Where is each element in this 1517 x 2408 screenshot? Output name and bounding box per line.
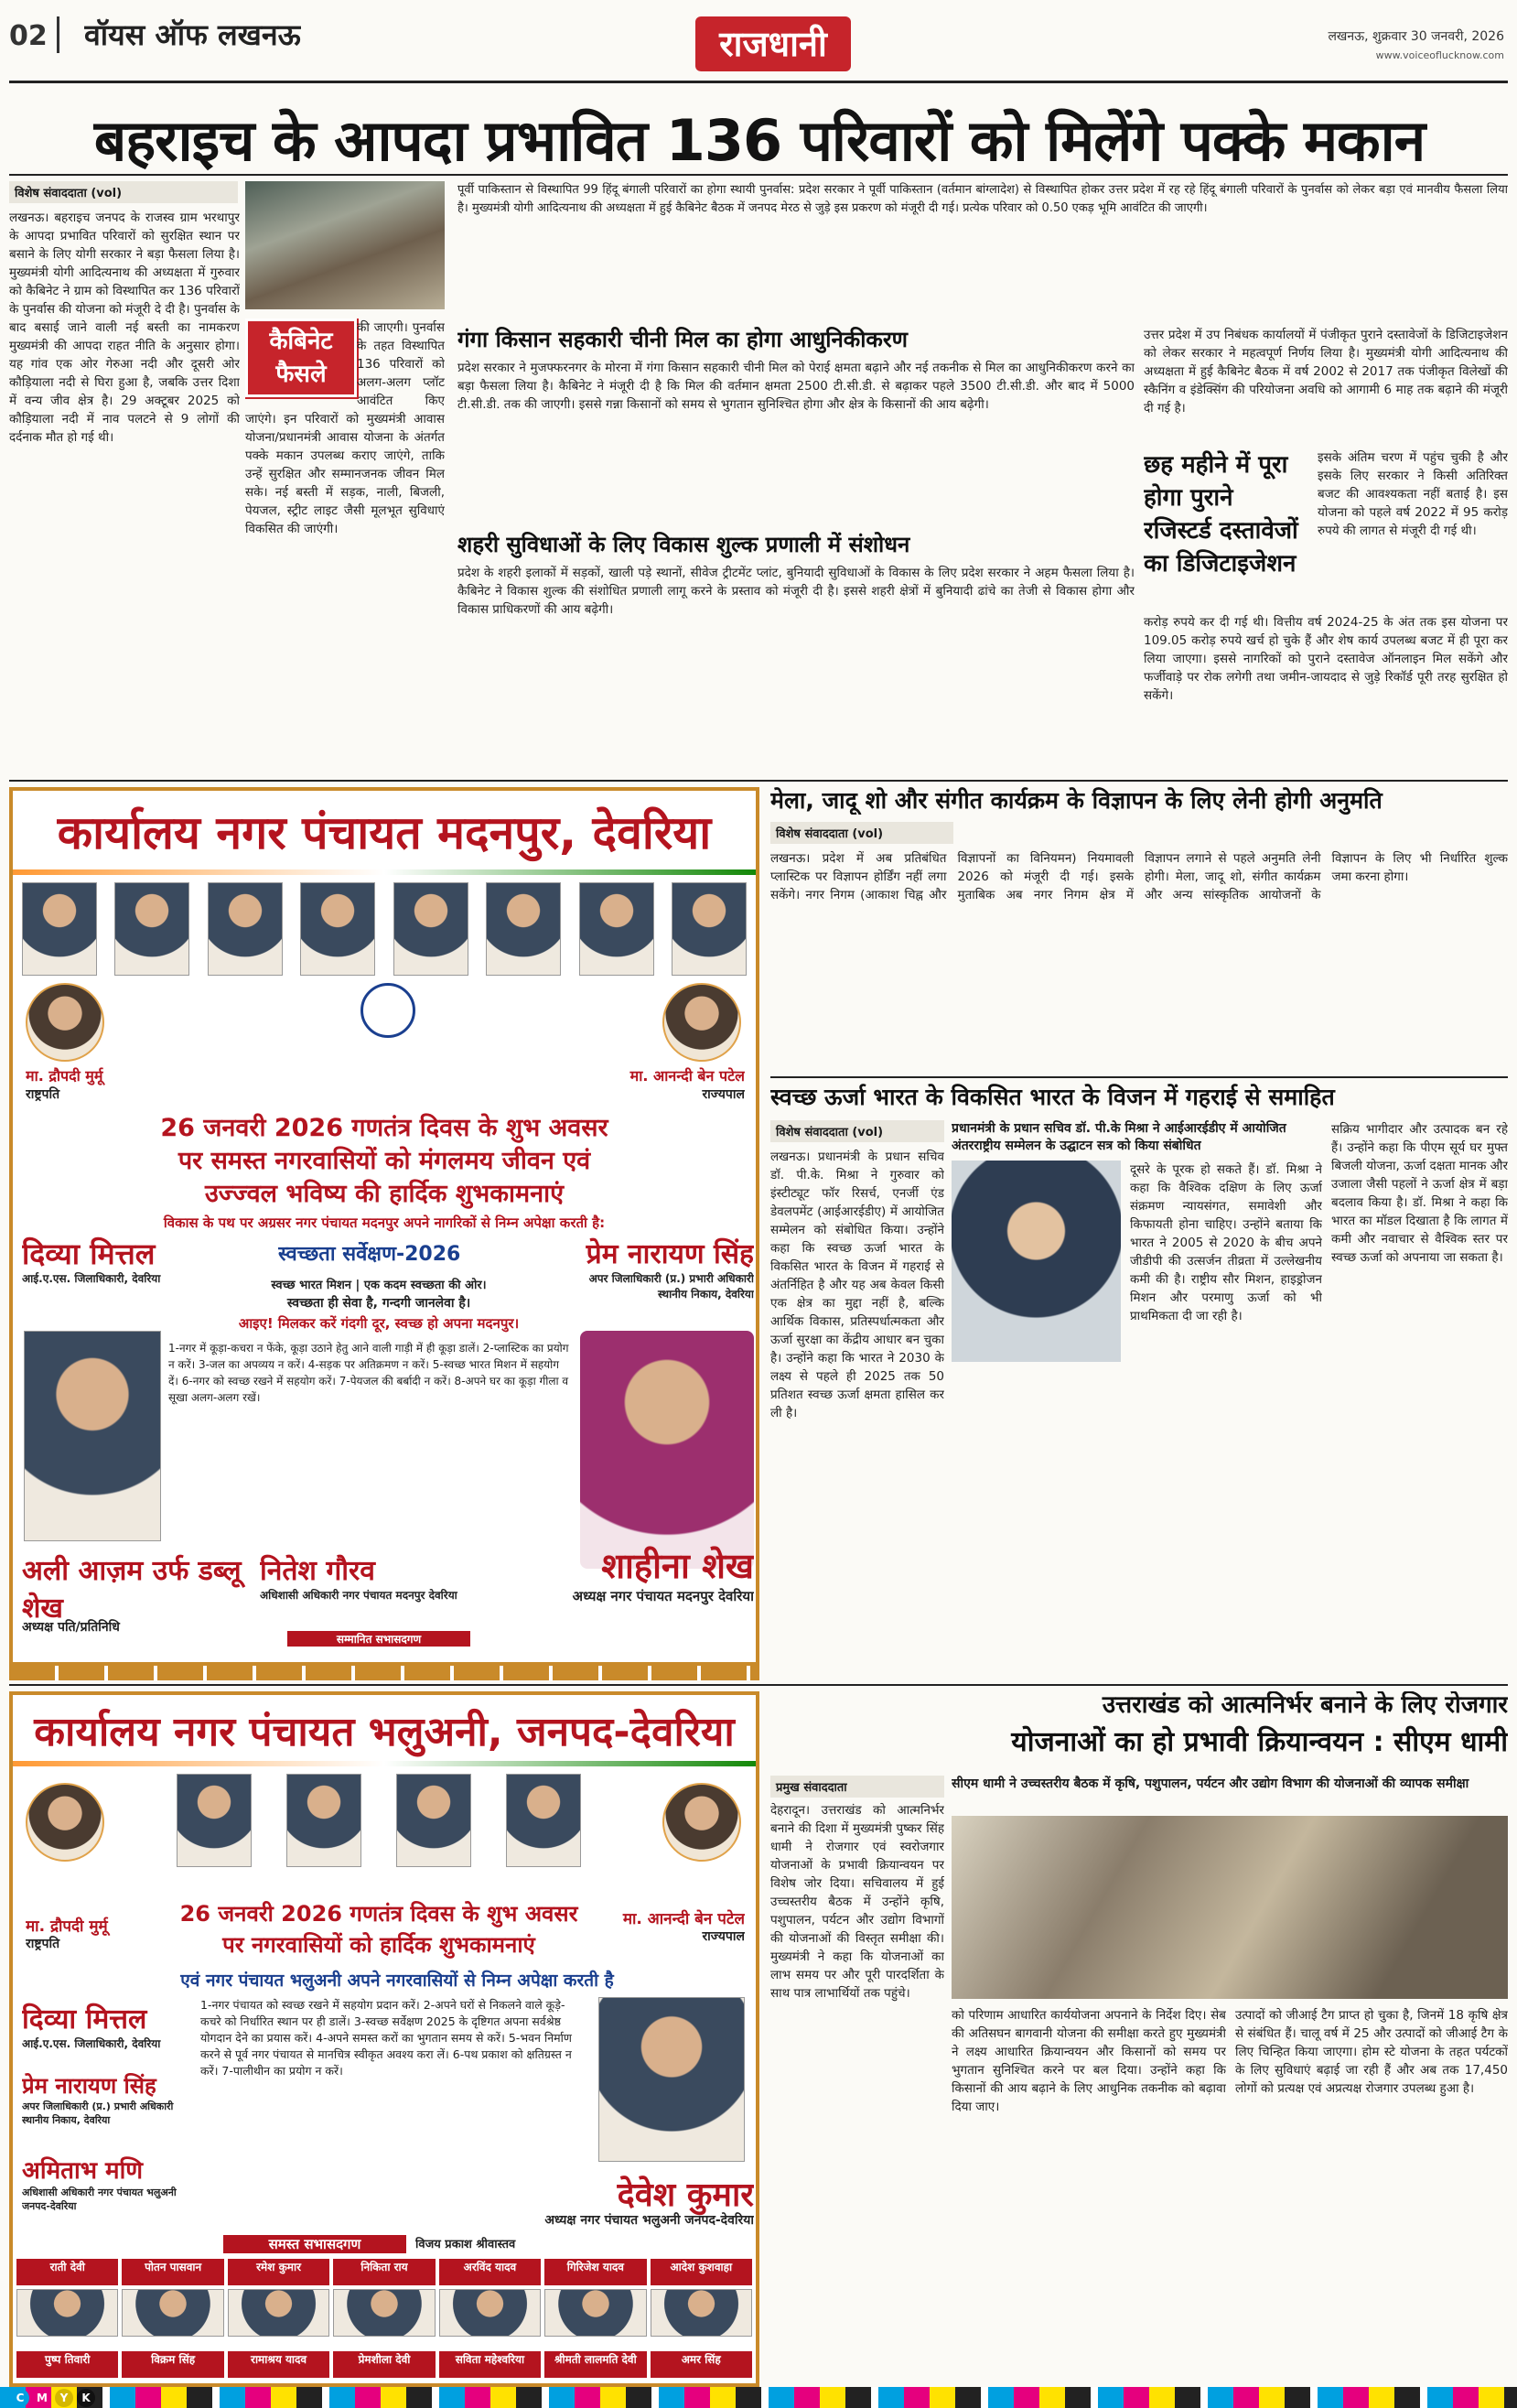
energy-text-1: लखनऊ। प्रधानमंत्री के प्रधान सचिव डॉ. पी.के. मिश्रा ने गुरुवार को इंस्टीट्यूट फॉर रिसर्च, एनर्जी एंड डेवलपमेंट (आईआरईडीए) में आयोजित सम्मेलन को संबोधित किया। उन्होंने कहा कि स्वच्छ ऊर्जा भारत के विकसित भारत के विजन में गहराई से अंतर्निहित है और यह अब केवल किसी एक क्षेत्र का मुद्दा नहीं है, बल्कि आर्थिक विकास, प्रतिस्पर्धात्मकता और ऊर्जा सुरक्षा का केंद्रीय आधार बन चुका है। उन्होंने कहा कि भारत ने 2030 के लक्ष्य से पहले ही 2025 तक 50 प्रतिशत स्वच्छ ऊर्जा क्षमता हासिल कर ली है। bbox=[770, 1150, 944, 1420]
ad1-greeting-2: पर समस्त नगरवासियों को मंगलमय जीवन एवं bbox=[178, 1147, 591, 1175]
tricolor-ribbon bbox=[13, 869, 756, 875]
ad2-right-role: राज्यपाल bbox=[702, 1929, 745, 1944]
yellow-registration-icon: Y bbox=[55, 2389, 73, 2407]
dhami-headline-1: उत्तराखंड को आत्मनिर्भर बनाने के लिए रोजगार bbox=[1102, 1691, 1508, 1719]
energy-text-2: दूसरे के पूरक हो सकते हैं। डॉ. मिश्रा ने कहा कि वैश्विक दक्षिण के लिए ऊर्जा संक्रमण न्यायसंगत, समावेशी और किफायती होना चाहिए। उन्होंने बताया कि भारत ने 2005 से 2020 के बीच अपने जीडीपी की उत्सर्जन तीव्रता में उल्लेखनीय कमी की है। राष्ट्रीय सौर मिशन, हाइड्रोजन मिशन और परमाणु ऊर्जा को भी प्राथमिकता दी जा रही है। bbox=[1130, 1162, 1322, 1323]
registry-side-text: इसके अंतिम चरण में पहुंच चुकी है और इसके लिए सरकार ने किसी अतिरिक्त बजट की आवश्यकता नहीं बताई है। इस योजना को पहले वर्ष 2022 में 95 करोड़ रुपये की लागत से मंजूरी दी गई थी। bbox=[1318, 450, 1508, 538]
section-title: वॉयस ऑफ लखनऊ bbox=[84, 17, 301, 52]
energy-strap: प्रधानमंत्री के प्रधान सचिव डॉ. पी.के मिश्रा ने आईआरईडीए में आयोजित अंतरराष्ट्रीय सम्मेलन के उद्घाटन सत्र को किया संबोधित bbox=[952, 1121, 1286, 1153]
ad1-officer2: प्रेम नारायण सिंह bbox=[586, 1238, 754, 1270]
energy-text-3: सक्रिय भागीदार और उत्पादक बन रहे हैं। उन्होंने कहा कि पीएम सूर्य घर मुफ्त बिजली योजना, ऊर्जा दक्षता मानक और उजाला जैसी पहलों ने ऊर्जा क्षेत्र में बड़ा बदलाव किया है। डॉ. मिश्रा ने कहा कि भारत का मॉडल दिखाता है कि लागत में कमी और नवाचार से वैश्विक स्तर पर स्वच्छ ऊर्जा को अपनाया जा सकता है। bbox=[1331, 1122, 1508, 1265]
ad2-officer2-role: अपर जिलाधिकारी (प्र.) प्रभारी अधिकारी स्थानीय निकाय, देवरिया bbox=[22, 2100, 174, 2126]
ad1-officer1-role: आई.ए.एस. जिलाधिकारी, देवरिया bbox=[22, 1272, 161, 1285]
member-name: पुष्प तिवारी bbox=[16, 2351, 118, 2378]
energy-headline: स्वच्छ ऊर्जा भारत के विकसित भारत के विजन में गहराई से समाहित bbox=[770, 1084, 1335, 1110]
print-registration-bar bbox=[0, 2387, 1517, 2408]
tricolor-ribbon bbox=[13, 1761, 756, 1766]
ad2-members-label: समस्त सभासदगण bbox=[223, 2235, 406, 2253]
ad2-appeal: एवं नगर पंचायत भलुअनी अपने नगरवासियों से निम्न अपेक्षा करती है bbox=[180, 1971, 614, 1991]
page-number: 02 bbox=[9, 20, 48, 52]
lead-column-1: लखनऊ। बहराइच जनपद के राजस्व ग्राम भरथापुर के आपदा प्रभावित परिवारों को सुरक्षित स्थान पर बसाने के लिए योगी सरकार ने बड़ा फैसला लिया है। मुख्यमंत्री योगी आदित्यनाथ की अध्यक्षता में गुरुवार को कैबिनेट ने ग्राम को विस्थापित कर 136 परिवारों के पुनर्वास की योजना को मंजूरी दे दी है। पुनर्वास के बाद बसाई जाने वाली नई बस्ती का नामकरण मुख्यमंत्री की आपदा राहत नीति के अनुसार होगा। यह गांव एक ओर गेरुआ नदी और दूसरी ओर कौड़ियाला नदी से घिरा हुआ है, जबकि उत्तर दिशा में वन्य जीव क्षेत्र है। 29 अक्टूबर 2025 को कौड़ियाला नदी में नाव पलटने से 9 लोगों की दर्दनाक मौत हो गई थी। bbox=[9, 211, 240, 445]
madanpur-advertisement bbox=[9, 787, 759, 1666]
member-name: राती देवी bbox=[16, 2259, 118, 2285]
leader-photo bbox=[286, 1774, 361, 1867]
ad2-members-grid bbox=[16, 2259, 752, 2378]
leader-photo bbox=[22, 882, 97, 976]
lead-headline: बहराइच के आपदा प्रभावित 136 परिवारों को मिलेंगे पक्के मकान bbox=[93, 107, 1426, 174]
sugar-mill-text: प्रदेश सरकार ने मुजफ्फरनगर के मोरना में गंगा किसान सहकारी चीनी मिल को पेराई क्षमता बढ़ाने और नई तकनीक से मिल का आधुनिकीकरण करने का बड़ा फैसला लिया है। कैबिनेट ने मंजूरी दी है कि मिल की वर्तमान क्षमता 2500 टी.सी.डी. से बढ़ाकर पहले 3500 टी.सी.डी. और बाद में 5000 टी.सी.डी. तक की जाएगी। इससे गन्ना किसानों को समय से भुगतान सुनिश्चित होगा और क्षेत्र के किसानों की आय बढ़ेगी। bbox=[457, 361, 1135, 412]
ad1-slogan-1: स्वच्छ भारत मिशन | एक कदम स्वच्छता की ओर। bbox=[271, 1279, 487, 1292]
fair-text: लखनऊ। प्रदेश में अब प्रतिबंधित प्लास्टिक पर विज्ञापन होर्डिंग नहीं लगा सकेंगे। नगर निगम (आकाश चिह्न और विज्ञापनों का विनियमन) नियमावली 2026 को मंजूरी दी गई। इसके मुताबिक अब नगर निगम क्षेत्र में विज्ञापन लगाने से पहले अनुमति लेनी होगी। मेला, जादू शो, संगीत कार्यक्रम और अन्य सांस्कृतिक आयोजनों के विज्ञापन के लिए भी निर्धारित शुल्क जमा करना होगा। bbox=[770, 851, 1508, 902]
cabinet-meeting-photo bbox=[245, 181, 445, 309]
ad2-chair: देवेश कुमार bbox=[617, 2176, 754, 2214]
website-link[interactable]: www.voiceoflucknow.com bbox=[1375, 49, 1504, 61]
leader-photo bbox=[486, 882, 561, 976]
ad1-name-a-role: अध्यक्ष पति/प्रतिनिधि bbox=[22, 1620, 120, 1635]
ad2-officer1-role: आई.ए.एस. जिलाधिकारी, देवरिया bbox=[22, 2037, 161, 2050]
ad2-issuer: विजय प्रकाश श्रीवास्तव bbox=[415, 2238, 516, 2251]
member-name: पोतन पासवान bbox=[122, 2259, 223, 2285]
lead-byline: विशेष संवाददाता (vol) bbox=[9, 181, 238, 203]
ad1-survey: स्वच्छता सर्वेक्षण-2026 bbox=[278, 1243, 461, 1266]
ad1-chair-role: अध्यक्ष नगर पंचायत मदनपुर देवरिया bbox=[572, 1588, 754, 1604]
chairman-photo bbox=[598, 1997, 745, 2162]
ad1-appeal: विकास के पथ पर अग्रसर नगर पंचायत मदनपुर अपने नागरिकों से निम्न अपेक्षा करती है: bbox=[163, 1215, 606, 1231]
dhami-meeting-photo bbox=[952, 1816, 1508, 1999]
governor-portrait bbox=[662, 983, 741, 1062]
member-name: निकिता राय bbox=[333, 2259, 435, 2285]
bhaluani-advertisement bbox=[9, 1691, 759, 2387]
ad1-greeting-1: 26 जनवरी 2026 गणतंत्र दिवस के शुभ अवसर bbox=[160, 1114, 608, 1142]
ad1-chair: शाहीना शेख bbox=[601, 1546, 754, 1586]
member-name: अरविंद यादव bbox=[439, 2259, 541, 2285]
black-registration-icon: K bbox=[77, 2389, 95, 2407]
lead-rule bbox=[9, 174, 1508, 176]
cabinet-badge: कैबिनेट फैसले bbox=[245, 319, 357, 397]
ad1-rules: 1-नगर में कूड़ा-कचरा न फेंके, कूड़ा उठाने हेतु आने वाली गाड़ी में ही कूड़ा डालें। 2-प्लास्टिक का प्रयोग न करें। 3-जल का अपव्यय न करें। 4-सड़क पर अतिक्रमण न करें। 5-स्वच्छ भारत मिशन में सहयोग दें। 6-नगर को स्वच्छ रखने में सहयोग करें। 7-पेयजल की बर्बादी न करें। 8-अपने घर का कूड़ा गीला व सूखा अलग-अलग रखें। bbox=[168, 1342, 569, 1404]
ad1-name-b-role: अधिशासी अधिकारी नगर पंचायत मदनपुर देवरिया bbox=[260, 1589, 457, 1602]
leader-photo bbox=[114, 882, 189, 976]
leader-photo bbox=[300, 882, 375, 976]
ad2-chair-role: अध्यक्ष नगर पंचायत भलुअनी जनपद-देवरिया bbox=[544, 2213, 754, 2228]
dhami-text-1: देहरादून। उत्तराखंड को आत्मनिर्भर बनाने की दिशा में मुख्यमंत्री पुष्कर सिंह धामी ने रोजगार एवं स्वरोजगार योजनाओं के प्रभावी क्रियान्वयन पर विशेष जोर दिया। सचिवालय में हुई उच्चस्तरीय बैठक में उन्होंने कृषि, पशुपालन, पर्यटन और उद्योग विभागों की योजनाओं की विस्तृत समीक्षा की। मुख्यमंत्री ने कहा कि योजनाओं का लाभ समय पर और पूरी पारदर्शिता के साथ पात्र लाभार्थियों तक पहुंचे। bbox=[770, 1803, 944, 2001]
leader-photo bbox=[672, 882, 747, 976]
leader-photo bbox=[396, 1774, 471, 1867]
issue-date: लखनऊ, शुक्रवार 30 जनवरी, 2026 bbox=[1328, 29, 1504, 44]
urban-fee-headline: शहरी सुविधाओं के लिए विकास शुल्क प्रणाली में संशोधन bbox=[457, 532, 910, 557]
member-name: रमेश कुमार bbox=[228, 2259, 329, 2285]
leaders-strip bbox=[22, 882, 747, 983]
member-photo bbox=[651, 2289, 752, 2337]
dhami-strap: सीएम धामी ने उच्चस्तरीय बैठक में कृषि, पशुपालन, पर्यटन और उद्योग विभाग की योजनाओं की व्यापक समीक्षा bbox=[952, 1776, 1469, 1791]
section-rule-2 bbox=[9, 1684, 1508, 1686]
ad2-greeting-2: पर नगरवासियों को हार्दिक शुभकामनाएं bbox=[222, 1932, 535, 1958]
member-name: सविता महेश्वरिया bbox=[439, 2351, 541, 2378]
member-name: आदेश कुशवाहा bbox=[651, 2259, 752, 2285]
sugar-mill-headline: गंगा किसान सहकारी चीनी मिल का होगा आधुनिकीकरण bbox=[457, 327, 909, 352]
member-name: गिरिजेश यादव bbox=[544, 2259, 646, 2285]
ad1-slogan-2: स्वच्छता ही सेवा है, गन्दगी जानलेवा है। bbox=[286, 1296, 471, 1311]
officer1-photo bbox=[24, 1331, 161, 1541]
ad1-greeting-3: उज्ज्वल भविष्य की हार्दिक शुभकामनाएं bbox=[204, 1180, 565, 1208]
ad1-slogan-3: आइए! मिलकर करें गंदगी दूर, स्वच्छ हो अपना मदनपुर। bbox=[238, 1315, 520, 1332]
registry-bottom-text: करोड़ रुपये कर दी गई थी। वित्तीय वर्ष 2024-25 के अंत तक इस योजना पर 109.05 करोड़ रुपये खर्च हो चुके हैं और शेष कार्य उपलब्ध बजट में ही पूरा कर लिया जाएगा। इससे नागरिकों को पुराने दस्तावेज ऑनलाइन मिल सकेंगे और फर्जीवाड़े पर रोक लगेगी तथा जमीन-जायदाद से जुड़े रिकॉर्ड पूरी तरह सुरक्षित हो सकेंगे। bbox=[1144, 615, 1508, 703]
leaders-strip bbox=[159, 1774, 598, 1874]
masthead-logo: राजधानी bbox=[695, 16, 851, 71]
ad2-officer1: दिव्या मित्तल bbox=[22, 2003, 147, 2035]
leader-photo bbox=[208, 882, 283, 976]
fair-byline: विशेष संवाददाता (vol) bbox=[770, 822, 953, 844]
ad1-title: कार्यालय नगर पंचायत मदनपुर, देवरिया bbox=[57, 806, 712, 859]
ad2-right-leader: मा. आनन्दी बेन पटेल bbox=[622, 1910, 745, 1928]
member-photo bbox=[122, 2289, 223, 2337]
ad1-right-role: राज्यपाल bbox=[702, 1087, 745, 1102]
urban-fee-text: प्रदेश के शहरी इलाकों में सड़कों, खाली पड़े स्थानों, सीवेज ट्रीटमेंट प्लांट, बुनियादी सुविधाओं के विकास के लिए प्रदेश सरकार ने अहम फैसला लिया है। कैबिनेट ने विकास शुल्क की संशोधित प्रणाली लागू करने के प्रस्ताव को मंजूरी दी है। इससे शहरी क्षेत्रों में बुनियादी ढांचे का तेजी से विकास होगा और विकास प्राधिकरणों की आय बढ़ेगी। bbox=[457, 566, 1135, 617]
ad2-rules: 1-नगर पंचायत को स्वच्छ रखने में सहयोग प्रदान करें। 2-अपने घरों से निकलने वाले कूड़े-कचरे को निर्धारित स्थान पर ही डालें। 3-स्वच्छ सर्वेक्षण 2025 के दृष्टिगत अपना सर्वश्रेष्ठ योगदान देने का प्रयास करें। 4-अपने समस्त करों का भुगतान समय से करें। 5-भवन निर्माण करने से पूर्व नगर पंचायत से मानचित्र स्वीकृत अवश्य करा लें। 6-पथ प्रकाश को क्षतिग्रस्त न करें। 7-पालीथीन का प्रयोग न करें। bbox=[200, 1998, 572, 2078]
cyan-registration-icon: C bbox=[11, 2389, 29, 2407]
ad1-officer2-role: अपर जिलाधिकारी (प्र.) प्रभारी अधिकारी स्थानीय निकाय, देवरिया bbox=[588, 1272, 754, 1301]
member-photo bbox=[333, 2289, 435, 2337]
ad1-right-leader: मा. आनन्दी बेन पटेल bbox=[629, 1067, 745, 1085]
ad2-officer2: प्रेम नारायण सिंह bbox=[22, 2073, 156, 2099]
leader-photo bbox=[393, 882, 468, 976]
ad1-members-strip bbox=[9, 1666, 759, 1680]
registry-top-text: उत्तर प्रदेश में उप निबंधक कार्यालयों में पंजीकृत पुराने दस्तावेजों के डिजिटाइजेशन को लेकर सरकार ने महत्वपूर्ण निर्णय लिया है। मुख्यमंत्री योगी आदित्यनाथ की अध्यक्षता में हुई कैबिनेट बैठक में वर्ष 2002 से 2017 तक पंजीकृत विलेखों की स्कैनिंग व इंडेक्सिंग की परियोजना अवधि को आगामी 6 माह तक बढ़ाने की मंजूरी दी गई है। bbox=[1144, 328, 1508, 416]
president-portrait bbox=[26, 983, 104, 1062]
chairperson-photo bbox=[580, 1331, 754, 1569]
member-photo bbox=[228, 2289, 329, 2337]
fair-rule bbox=[770, 1076, 1508, 1078]
member-photo bbox=[16, 2289, 118, 2337]
pk-mishra-photo bbox=[952, 1161, 1121, 1362]
governor-portrait bbox=[662, 1783, 741, 1862]
dhami-text-2: को परिणाम आधारित कार्ययोजना अपनाने के निर्देश दिए। सेब की अतिसघन बागवानी योजना की समीक्षा करते हुए मुख्यमंत्री ने लक्ष्य आधारित क्रियान्वयन और किसानों को समय पर भुगतान सुनिश्चित करने पर बल दिया। उन्होंने कहा कि किसानों की आय बढ़ाने के लिए आधुनिक तकनीक को बढ़ावा दिया जाए। bbox=[952, 2008, 1226, 2114]
member-name: रामाश्रय यादव bbox=[228, 2351, 329, 2378]
ad2-title: कार्यालय नगर पंचायत भलुअनी, जनपद-देवरिया bbox=[34, 1709, 735, 1755]
ad1-members-label: सम्मानित सभासदगण bbox=[287, 1631, 470, 1647]
ad1-name-b: नितेश गौरव bbox=[260, 1555, 375, 1587]
ad2-greeting-1: 26 जनवरी 2026 गणतंत्र दिवस के शुभ अवसर bbox=[179, 1901, 578, 1927]
dhami-text-3: उत्पादों को जीआई टैग प्राप्त हो चुका है, जिनमें 18 कृषि क्षेत्र से संबंधित हैं। चालू वर्ष में 25 और उत्पादों को जीआई टैग के लिए चिन्हित किया जाएगा। होम स्टे योजना के तहत पर्यटकों के लिए सुविधाएं बढ़ाई जा रही हैं और अब तक 17,450 लोगों को प्रत्यक्ष एवं अप्रत्यक्ष रोजगार उपलब्ध हुआ है। bbox=[1235, 2008, 1508, 2096]
leader-photo bbox=[506, 1774, 581, 1867]
energy-byline: विशेष संवाददाता (vol) bbox=[770, 1120, 944, 1142]
lead-wide-text: पूर्वी पाकिस्तान से विस्थापित 99 हिंदू बंगाली परिवारों का होगा स्थायी पुनर्वास: प्रदेश सरकार ने पूर्वी पाकिस्तान (वर्तमान बांग्लादेश) से विस्थापित होकर उत्तर प्रदेश में रह रहे हिंदू बंगाली परिवारों के पुनर्वास को लेकर बड़ा एवं मानवीय फैसला लिया है। मुख्यमंत्री योगी आदित्यनाथ की अध्यक्षता में हुई कैबिनेट बैठक में जनपद मेरठ से जुड़े इस प्रकरण को मंजूरी दी गई। प्रत्येक परिवार को 0.50 एकड़ भूमि आवंटित की जाएगी। bbox=[457, 183, 1508, 215]
ad1-name-a: अली आज़म उर्फ डब्लू शेख bbox=[22, 1555, 242, 1625]
magenta-registration-icon: M bbox=[33, 2389, 51, 2407]
swachh-bharat-logo-icon bbox=[360, 983, 415, 1038]
leader-photo bbox=[579, 882, 654, 976]
ad2-officer3: अमिताभ मणि bbox=[22, 2157, 144, 2185]
ad2-left-leader: मा. द्रौपदी मुर्मू bbox=[26, 1917, 108, 1936]
dhami-headline-2: योजनाओं का हो प्रभावी क्रियान्वयन : सीएम धामी bbox=[1011, 1726, 1508, 1758]
ad2-left-role: राष्ट्रपति bbox=[26, 1937, 60, 1951]
member-photo bbox=[544, 2289, 646, 2337]
dhami-byline: प्रमुख संवाददाता bbox=[770, 1776, 944, 1798]
member-name: विक्रम सिंह bbox=[122, 2351, 223, 2378]
header-rule bbox=[9, 81, 1508, 83]
ad1-left-role: राष्ट्रपति bbox=[26, 1087, 60, 1102]
ad2-officer3-role: अधिशासी अधिकारी नगर पंचायत भलुअनी जनपद-देवरिया bbox=[22, 2187, 177, 2212]
president-portrait bbox=[26, 1783, 104, 1862]
ad1-left-leader: मा. द्रौपदी मुर्मू bbox=[26, 1067, 103, 1085]
registry-headline: छह महीने में पूरा होगा पुराने रजिस्टर्ड दस्तावेजों का डिजिटाइजेशन bbox=[1144, 451, 1298, 578]
section-rule bbox=[9, 780, 1508, 782]
member-name: प्रेमशीला देवी bbox=[333, 2351, 435, 2378]
header-divider bbox=[57, 16, 59, 53]
lead-column-2: की जाएगी। पुनर्वास के तहत विस्थापित 136 परिवारों को अलग-अलग प्लॉट आवंटित किए जाएंगे। इन परिवारों को मुख्यमंत्री आवास योजना/प्रधानमंत्री आवास योजना के अंतर्गत पक्के मकान उपलब्ध कराए जाएंगे, ताकि उन्हें सुरक्षित और सम्मानजनक जीवन मिल सके। नई बस्ती में सड़क, नाली, बिजली, पेयजल, स्ट्रीट लाइट जैसी मूलभूत सुविधाएं विकसित की जाएंगी। bbox=[245, 320, 445, 536]
member-name: अमर सिंह bbox=[651, 2351, 752, 2378]
fair-headline: मेला, जादू शो और संगीत कार्यक्रम के विज्ञापन के लिए लेनी होगी अनुमति bbox=[770, 787, 1383, 814]
ad1-officer1: दिव्या मित्तल bbox=[22, 1236, 156, 1271]
leader-photo bbox=[177, 1774, 252, 1867]
member-name: श्रीमती लालमति देवी bbox=[544, 2351, 646, 2378]
member-photo bbox=[439, 2289, 541, 2337]
